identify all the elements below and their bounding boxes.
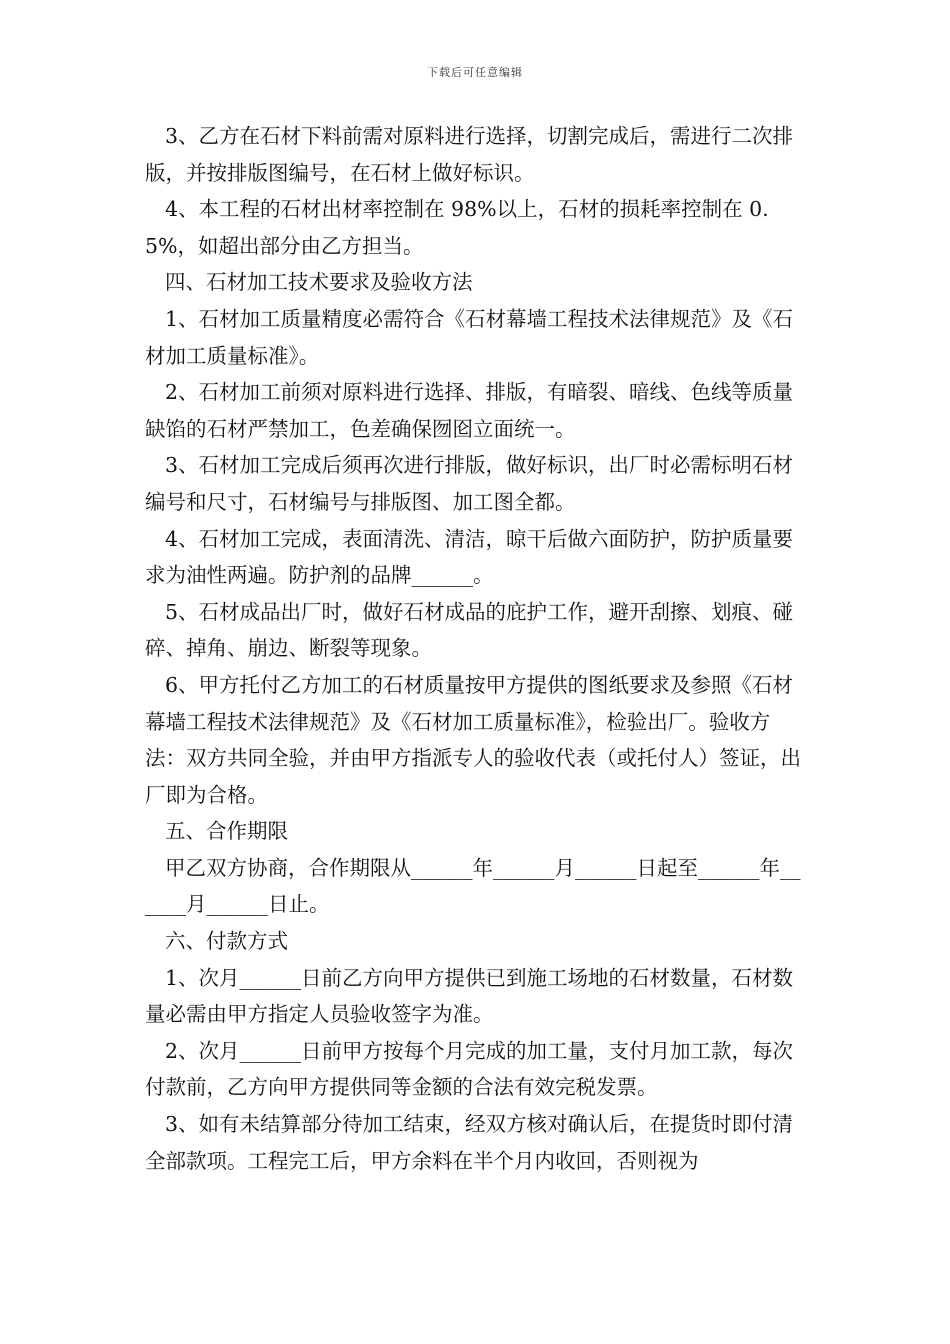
paragraph-payment-settlement: 3、如有未结算部分待加工结束，经双方核对确认后，在提货时即付清全部款项。工程完工后，甲方余料在半个月内收回，否则视为 bbox=[145, 1112, 794, 1173]
paragraph-material-selection: 2、石材加工前须对原料进行选择、排版，有暗裂、暗线、色线等质量缺馅的石材严禁加工，色差确保囫囵立面统一。 bbox=[145, 380, 794, 441]
paragraph-protection: 4、石材加工完成，表面清洗、清洁，晾干后做六面防护，防护质量要求为油性两遍。防护剂的品牌______。 bbox=[145, 526, 794, 588]
section-heading-cooperation-period: 五、合作期限 bbox=[165, 819, 288, 844]
document-body bbox=[145, 118, 810, 1179]
paragraph-marking: 3、石材加工完成后须再次进行排版，做好标识，出厂时必需标明石材编号和尺寸，石材编号与排版图、加工图全都。 bbox=[145, 453, 794, 514]
paragraph-yield-rate: 4、本工程的石材出材率控制在 98%以上，石材的损耗率控制在 0.5%，如超出部分由乙方担当。 bbox=[145, 197, 769, 258]
paragraph-cutting-selection: 3、乙方在石材下料前需对原料进行选择，切割完成后，需进行二次排版，并按排版图编号，在石材上做好标识。 bbox=[145, 124, 794, 185]
paragraph-payment-monthly: 2、次月______日前甲方按每个月完成的加工量，支付月加工款，每次付款前，乙方向甲方提供同等金额的合法有效完税发票。 bbox=[145, 1038, 794, 1100]
paragraph-payment-quantity: 1、次月______日前乙方向甲方提供已到施工场地的石材数量，石材数量必需由甲方指定人员验收签字为准。 bbox=[145, 965, 794, 1027]
paragraph-shipping-protection: 5、石材成品出厂时，做好石材成品的庇护工作，避开刮擦、划痕、碰碎、掉角、崩边、断裂等现象。 bbox=[145, 599, 794, 661]
section-heading-payment-method: 六、付款方式 bbox=[165, 929, 288, 954]
header-note: 下载后可任意编辑 bbox=[427, 66, 523, 79]
paragraph-quality-precision: 1、石材加工质量精度必需符合《石材幕墙工程技术法律规范》及《石材加工质量标准》。 bbox=[145, 306, 794, 368]
section-heading-technical-requirements: 四、石材加工技术要求及验收方法 bbox=[165, 270, 473, 295]
paragraph-acceptance-method: 6、甲方托付乙方加工的石材质量按甲方提供的图纸要求及参照《石材幕墙工程技术法律规范》及《石材加工质量标准》，检验出厂。验收方法：双方共同全验，并由甲方指派专人的验收代表（或托付人）签证，出厂即为合格。 bbox=[145, 672, 801, 807]
paragraph-cooperation-period: 甲乙双方协商，合作期限从______年______月______日起至______年______月______日止。 bbox=[145, 855, 801, 917]
